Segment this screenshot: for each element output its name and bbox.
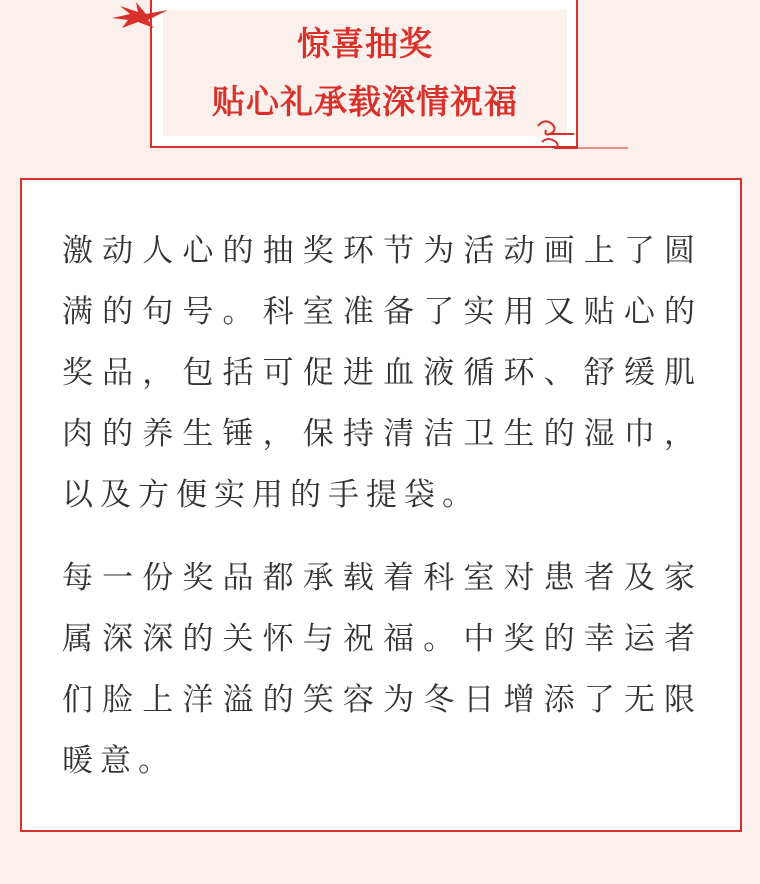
page-subtitle: 贴心礼承载深情祝福 bbox=[212, 82, 518, 121]
paragraph-lottery-blessing: 每一份奖品都承载着科室对患者及家属深深的关怀与祝福。中奖的幸运者们脸上洋溢的笑容为冬日增添了无限暖意。 bbox=[62, 560, 702, 779]
page-title: 惊喜抽奖 bbox=[297, 24, 433, 63]
paragraph-lottery-intro: 激动人心的抽奖环节为活动画上了圆满的句号。科室准备了实用又贴心的奖品，包括可促进血液循环、舒缓肌肉的养生锤，保持清洁卫生的湿巾，以及方便实用的手提袋。 bbox=[62, 233, 702, 513]
cloud-swirl-decoration-icon bbox=[534, 114, 630, 154]
